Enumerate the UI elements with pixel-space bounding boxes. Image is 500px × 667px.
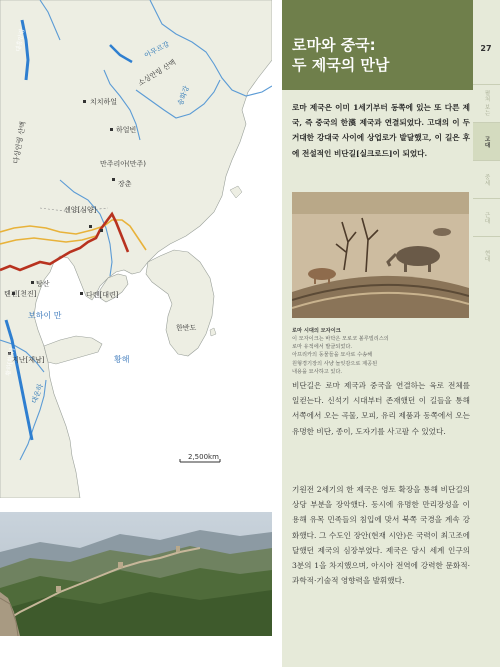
chapter-tab-contemporary[interactable]: 현대: [473, 236, 500, 274]
intro-block: [292, 100, 470, 161]
label-daxinganling: 다싱안링 산맥: [12, 120, 28, 165]
chapter-tab-overview[interactable]: 펼쳐 보는: [473, 84, 500, 122]
scale-label: 2,500km: [188, 453, 219, 461]
caption-title: 로마 시대의 모자이크: [292, 328, 341, 334]
section-title: 로마와 중국: 두 제국의 만남: [292, 36, 390, 74]
label-jinan: 지난[제남]: [12, 356, 45, 364]
label-korea: 한반도: [176, 324, 197, 332]
caption-line: 아프리카의 동물들을 묘사로 수송해: [292, 352, 373, 359]
mosaic-caption: [292, 327, 470, 376]
label-qiqihar: 치치하얼: [90, 98, 118, 106]
label-dalian: 다롄[대련]: [86, 291, 119, 299]
label-songhua: 송화강: [176, 84, 191, 107]
caption-line: 로마 유적에서 발굴되었다.: [292, 344, 353, 351]
label-manchuria: 만주리아(만주): [100, 160, 147, 168]
label-harbin: 하얼빈: [116, 126, 137, 134]
body-paragraph-1: [292, 378, 470, 439]
map-northeast-asia: [0, 0, 272, 498]
caption-line: 원형경기장의 사냥 놀잇감으로 제공된: [292, 360, 378, 367]
label-grand-canal: 대운하: [30, 382, 45, 405]
label-amur: 아무르강: [143, 39, 171, 60]
label-yellow-sea: 황해: [114, 355, 130, 364]
title-box: [282, 0, 473, 90]
label-bohai: 보하이 만: [28, 311, 62, 320]
roman-mosaic-image: [292, 192, 469, 318]
chapter-tab-modern[interactable]: 근대: [473, 198, 500, 236]
chapter-tab-ancient[interactable]: 고대: [473, 122, 500, 160]
caption-line: 이 모자이크는 바닥은 모로코 볼루빌리스의: [292, 336, 389, 342]
label-tangshan: 탕산: [36, 280, 50, 288]
body-paragraph-2: [292, 482, 470, 588]
great-wall-photo: [0, 512, 272, 636]
label-shenyang: 센양[심양]: [64, 206, 97, 214]
label-changchun: 장춘: [118, 180, 132, 188]
page-number: 27: [480, 44, 492, 53]
chapter-tabs: [473, 84, 500, 274]
right-panel: [282, 0, 500, 667]
intro-paragraph: 로마 제국은 이미 1세기부터 동쪽에 있는 또 다른 제국, 즉 중국의 한漢 제국과 연결되었다. 고대의 이 두 거대한 강대국 사이에 상업로가 발달했고, 이 길은 후에 전설적인 비단길[실크로드]이 되었다.: [292, 103, 470, 158]
chapter-tab-medieval[interactable]: 중세: [473, 160, 500, 198]
body-text: 기원전 2세기의 한 제국은 영토 확장을 통해 비단길의 상당 부분을 장악했다. 동시에 유명한 만리장성을 이용해 유목 민족들의 침입에 맞서 북쪽 국경을 계속 강화했다. 그 수도인 장안(현재 시안)은 국력이 최고조에 달했던 제국의 심장부였다. 제국은 당시 세계 인구의 3분의 1을 차지했으며, 아시아 전역에 강력한 문화적·과학적·기술적 영향력을 발휘했다.: [292, 485, 470, 586]
label-huanghe: 황하[황하]: [5, 347, 16, 377]
caption-line: 내용을 묘사하고 있다.: [292, 368, 343, 375]
label-tianjin: 톈진[천진]: [4, 290, 37, 298]
label-daxinganling-top: 대흥안령: [15, 28, 26, 53]
body-text: 비단길은 로마 제국과 중국을 연결하는 육로 전체를 일컫는다. 신석기 시대부터 존재했던 이 길들을 통해 서쪽에서 오는 곡물, 모피, 유리 제품과 동쪽에서 오는 유명한 비단, 종이, 도자기를 사고팔 수 있었다.: [292, 381, 470, 436]
label-xiaoxinganling: 소싱안링 산맥: [136, 58, 178, 88]
